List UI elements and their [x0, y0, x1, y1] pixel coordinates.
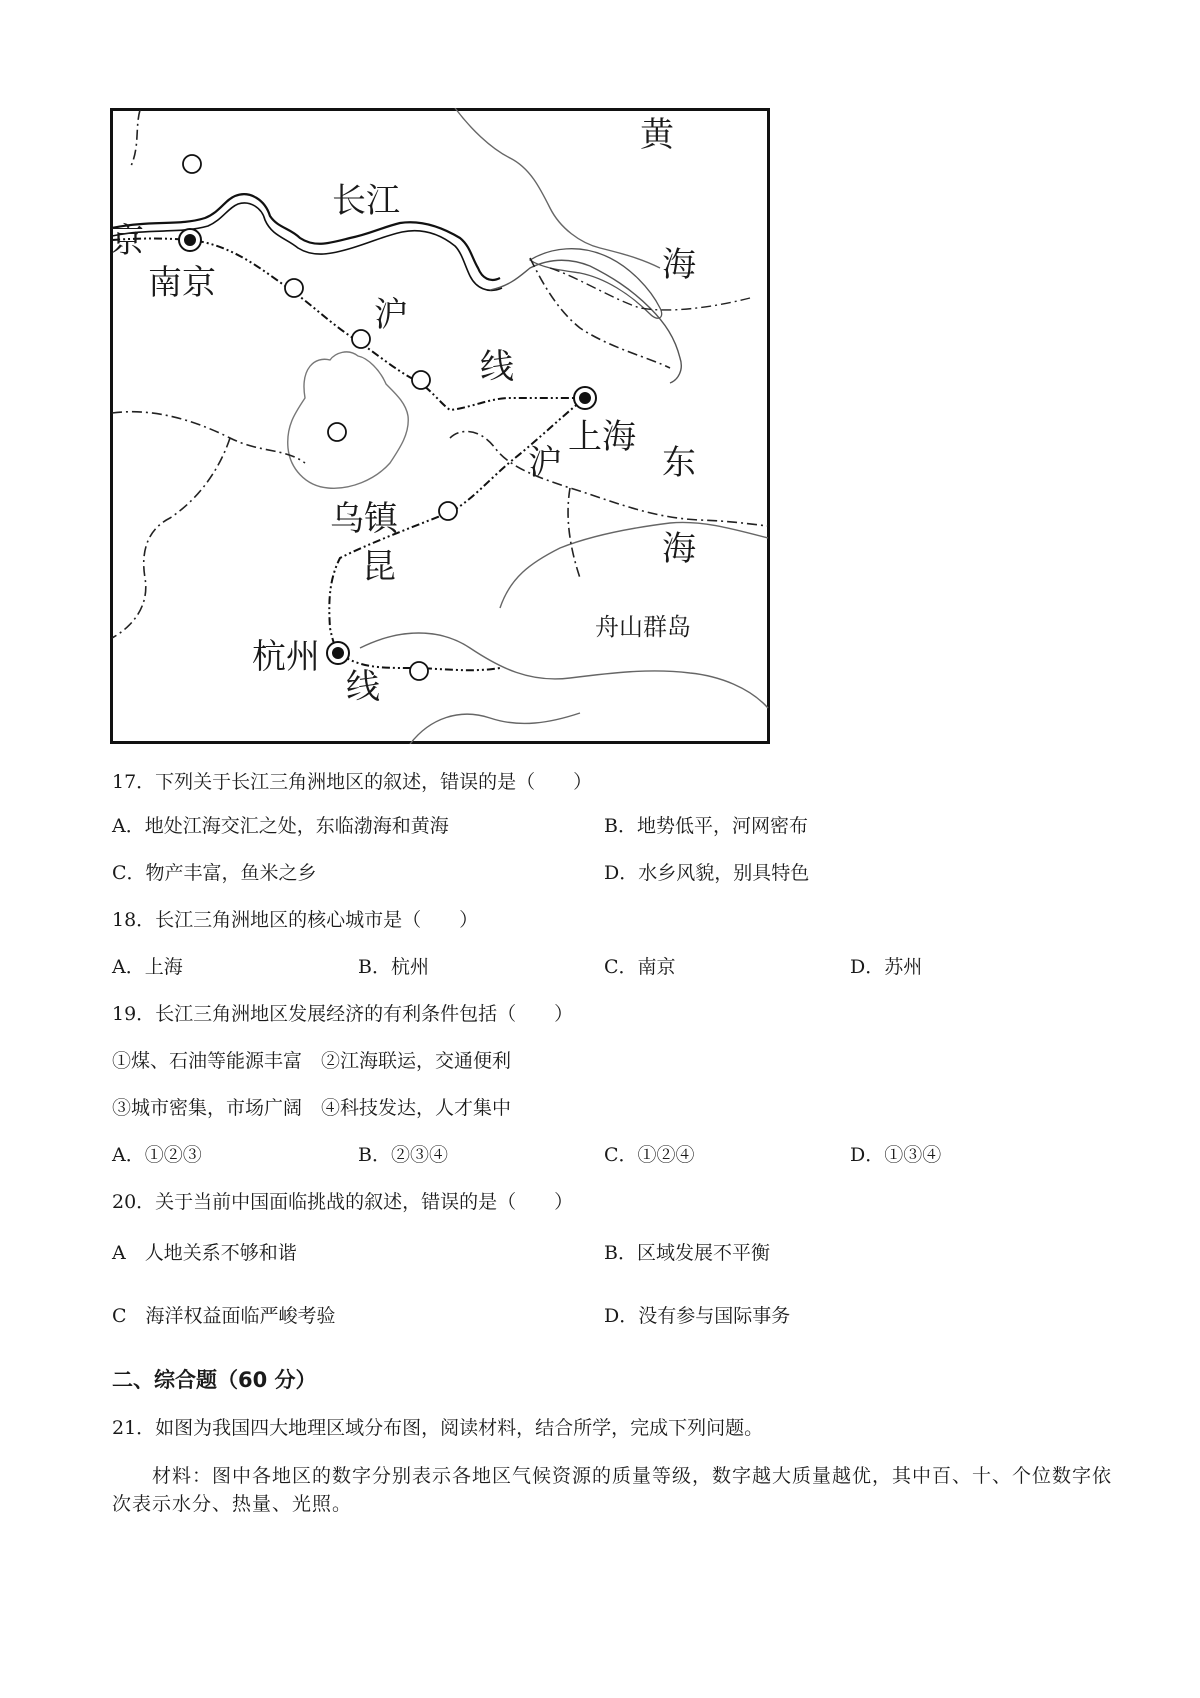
question-21-stem: 21．如图为我国四大地理区域分布图，阅读材料，结合所学，完成下列问题。	[112, 1417, 764, 1439]
question-18-stem: 18．长江三角洲地区的核心城市是（ ）	[112, 909, 479, 931]
province-boundary-west	[112, 412, 305, 463]
question-17-option-c[interactable]: C．物产丰富，鱼米之乡	[112, 862, 317, 884]
question-21-material: 材料：图中各地区的数字分别表示各地区气候资源的质量等级，数字越大质量越优，其中百、十、个位数字依次表示水分、热量、光照。	[112, 1465, 1113, 1515]
zhejiang-coast-2	[410, 713, 580, 744]
question-18-option-b[interactable]: B．杭州	[358, 956, 429, 978]
province-boundary-coast	[550, 268, 750, 310]
question-19-option-d[interactable]: D．①③④	[850, 1144, 942, 1166]
question-19-option-b[interactable]: B．②③④	[358, 1144, 448, 1166]
map-label-hangzhou: 杭州	[252, 637, 320, 677]
question-19-stem: 19．长江三角洲地区发展经济的有利条件包括（ ）	[112, 1003, 574, 1025]
map-label-jing: 京	[110, 221, 144, 261]
question-17-option-d[interactable]: D．水乡风貌，别具特色	[604, 862, 810, 884]
question-19-item-line-2: ③城市密集，市场广阔 ④科技发达，人才集中	[112, 1097, 512, 1119]
map-label-hai: 海	[662, 245, 696, 285]
question-20-option-b[interactable]: B．区域发展不平衡	[604, 1242, 770, 1264]
map-label-shanghai: 上海	[568, 417, 636, 457]
map-frame	[112, 110, 769, 743]
section-2-title: 二、综合题（60 分）	[112, 1368, 317, 1392]
question-18-option-c[interactable]: C．南京	[604, 956, 676, 978]
province-boundary-sh-2	[568, 488, 580, 578]
map-label-kun: 昆	[362, 547, 396, 587]
map-label-zhoushan: 舟山群岛	[595, 613, 691, 641]
map-label-huang: 黄	[640, 115, 674, 155]
map-label-hai-2: 海	[662, 529, 696, 569]
city-circle	[439, 502, 457, 520]
estuary-shoreline	[490, 260, 681, 383]
map-label-hu: 沪	[374, 295, 408, 335]
map-label-changjiang: 长江	[332, 181, 400, 221]
question-18-option-a[interactable]: A．上海	[112, 956, 183, 978]
city-circle	[410, 662, 428, 680]
map-label-wuzhen: 乌镇	[330, 499, 398, 539]
province-boundary-north	[130, 110, 140, 168]
province-boundary-west-2	[112, 438, 230, 638]
hangzhou-bay-shoreline	[500, 522, 768, 608]
city-circle	[183, 155, 201, 173]
city-circle	[412, 371, 430, 389]
question-20-option-d[interactable]: D．没有参与国际事务	[604, 1305, 791, 1327]
question-20-stem: 20．关于当前中国面临挑战的叙述，错误的是（ ）	[112, 1191, 574, 1213]
city-circle	[328, 423, 346, 441]
map-label-dong: 东	[662, 443, 696, 483]
city-circle	[285, 279, 303, 297]
question-20-option-a[interactable]: A 人地关系不够和谐	[112, 1242, 297, 1264]
map-label-xian: 线	[480, 347, 514, 387]
question-19-item-line-1: ①煤、石油等能源丰富 ②江海联运，交通便利	[112, 1050, 512, 1072]
map-label-xian-2: 线	[346, 667, 380, 707]
question-18-option-d[interactable]: D．苏州	[850, 956, 923, 978]
map-label-nanjing: 南京	[148, 263, 216, 303]
map-label-hu-2: 沪	[528, 443, 562, 483]
yangtze-delta-map	[110, 108, 770, 744]
taihu-lake	[288, 352, 409, 488]
question-20-option-c[interactable]: C 海洋权益面临严峻考验	[112, 1305, 336, 1327]
city-circle	[352, 330, 370, 348]
question-17-option-a[interactable]: A．地处江海交汇之处，东临渤海和黄海	[112, 815, 449, 837]
question-19-option-a[interactable]: A．①②③	[112, 1144, 202, 1166]
question-17-option-b[interactable]: B．地势低平，河网密布	[604, 815, 808, 837]
jiangsu-coastline	[455, 108, 660, 268]
question-19-option-c[interactable]: C．①②④	[604, 1144, 695, 1166]
question-17-stem: 17．下列关于长江三角洲地区的叙述，错误的是（ ）	[112, 771, 593, 793]
